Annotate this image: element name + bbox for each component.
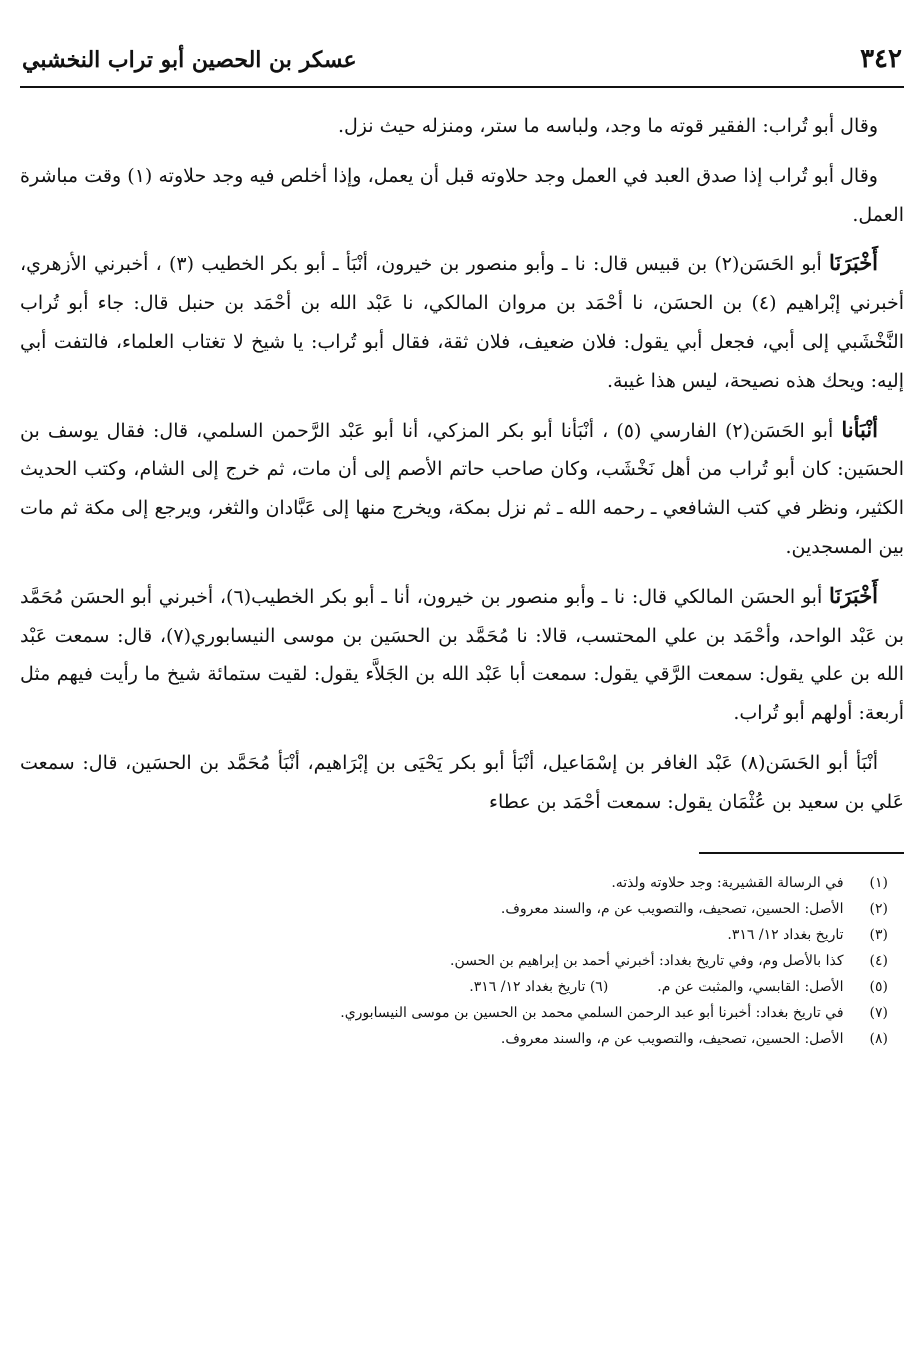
footnotes xyxy=(20,870,904,1052)
footnote-text: الأصل: القابسي، والمثبت عن م. (٦) تاريخ بغداد ١٢/ ٣١٦. xyxy=(469,978,844,995)
paragraph-text: أبو الحسَن المالكي قال: نا ـ وأبو منصور بن خيرون، أنا ـ أبو بكر الخطيب(٦)، أخبرني أبو الحسَن مُحَمَّد بن عَبْد الواحد، وأحْمَد بن علي المحتسب، قالا: نا مُحَمَّد بن الحسَين بن موسى النيسابوري(٧)، قال: سمعت عَبْد الله بن علي يقول: سمعت الرَّقي يقول: سمعت أبا عَبْد الله بن الجَلاَّء يقول: لقيت ستمائة شيخ ما رأيت فيهم مثل أربعة: أولهم أبو تُراب. xyxy=(20,585,904,725)
footnote-number: (٢) xyxy=(869,900,888,917)
footnote-text: كذا بالأصل وم، وفي تاريخ بغداد: أخبرني أحمد بن إبراهيم بن الحسن. xyxy=(450,952,844,969)
footnote xyxy=(20,948,904,974)
footnote xyxy=(20,1026,904,1052)
footnote-text: الأصل: الحسين، تصحيف، والتصويب عن م، والسند معروف. xyxy=(500,1030,844,1047)
footnote xyxy=(20,922,904,948)
paragraph-lead: أنْبَأنا xyxy=(841,416,878,442)
paragraph-text: أبو الحَسَن(٢) الفارسي (٥) ، أنْبَأنا أبو بكر المزكي، أنا أبو عَبْد الرَّحمن السلمي، قال: فقال يوسف بن الحسَين: كان أبو تُراب من أهل نَخْشَب، وكان صاحب حاتم الأصم إلى أن مات، ثم خرج إلى الشام، وكتب الحديث الكثير، ونظر في كتب الشافعي ـ رحمه الله ـ ثم نزل بمكة، ويخرج منها إلى عَبَّادان والثغر، ويرجع إلى مكة ثم مات بين المسجدين. xyxy=(20,419,904,558)
paragraph-text: أنْبَأ أبو الحَسَن(٨) عَبْد الغافر بن إسْمَاعيل، أنْبَأ أبو بكر يَحْيَى بن إبْرَاهيم، أنْبَأ مُحَمَّد بن الحسَين، قال: سمعت عَلي بن سعيد بن عُثْمَان يقول: سمعت أحْمَد بن عطاء xyxy=(20,751,904,813)
paragraph xyxy=(20,106,904,146)
paragraph-text: أبو الحَسَن(٢) بن قبيس قال: نا ـ وأبو منصور بن خيرون، أنْبَأ ـ أبو بكر الخطيب (٣) ، أخبرني الأزهري، أخبرني إبْراهيم (٤) بن الحسَن، نا أحْمَد بن مروان المالكي، نا عَبْد الله بن أحْمَد بن حنبل قال: جاء أبو تُراب النَّخْشَبي إلى أبي، فجعل أبي يقول: فلان ضعيف، فلان ثقة، فقال أبو تُراب: يا شيخ لا تغتاب العلماء، فالتفت أبي إليه: ويحك هذه نصيحة، ليس هذا غيبة. xyxy=(20,253,904,392)
paragraph-text: وقال أبو تُراب: الفقير قوته ما وجد، ولباسه ما ستر، ومنزله حيث نزل. xyxy=(337,115,878,137)
footnote-separator xyxy=(699,852,904,854)
running-title: عسكر بن الحصين أبو تراب النخشبي xyxy=(22,47,357,73)
paragraph-lead: أَخْبَرَنَا xyxy=(829,582,879,608)
footnote-number: (٧) xyxy=(869,1004,888,1021)
paragraph-text: وقال أبو تُراب إذا صدق العبد في العمل وجد حلاوته قبل أن يعمل، وإذا أخلص فيه وجد حلاوته (١) وقت مباشرة العمل. xyxy=(20,164,904,226)
footnote xyxy=(20,974,904,1000)
footnote-number: (٨) xyxy=(869,1030,888,1047)
paragraph-lead: أَخْبَرَنَا xyxy=(829,250,879,276)
footnote-text: في تاريخ بغداد: أخبرنا أبو عبد الرحمن السلمي محمد بن الحسين بن موسى النيسابوري. xyxy=(340,1004,844,1021)
paragraph xyxy=(20,156,904,235)
page-header xyxy=(20,30,904,88)
paragraph xyxy=(20,577,904,733)
footnote-number: (٣) xyxy=(869,926,888,943)
paragraph xyxy=(20,411,904,567)
footnote xyxy=(20,1000,904,1026)
footnote xyxy=(20,896,904,922)
paragraph xyxy=(20,244,904,400)
footnote-number: (١) xyxy=(869,874,888,891)
footnote-text: في الرسالة القشيرية: وجد حلاوته ولذته. xyxy=(611,874,844,891)
book-page xyxy=(20,30,904,1330)
body-text xyxy=(20,106,904,822)
footnote xyxy=(20,870,904,896)
page-number: ٣٤٢ xyxy=(860,44,902,74)
paragraph xyxy=(20,743,904,822)
footnote-number: (٤) xyxy=(869,952,888,969)
footnote-text: تاريخ بغداد ١٢/ ٣١٦. xyxy=(727,926,844,943)
footnote-text: الأصل: الحسين، تصحيف، والتصويب عن م، والسند معروف. xyxy=(500,900,844,917)
footnote-number: (٥) xyxy=(869,978,888,995)
